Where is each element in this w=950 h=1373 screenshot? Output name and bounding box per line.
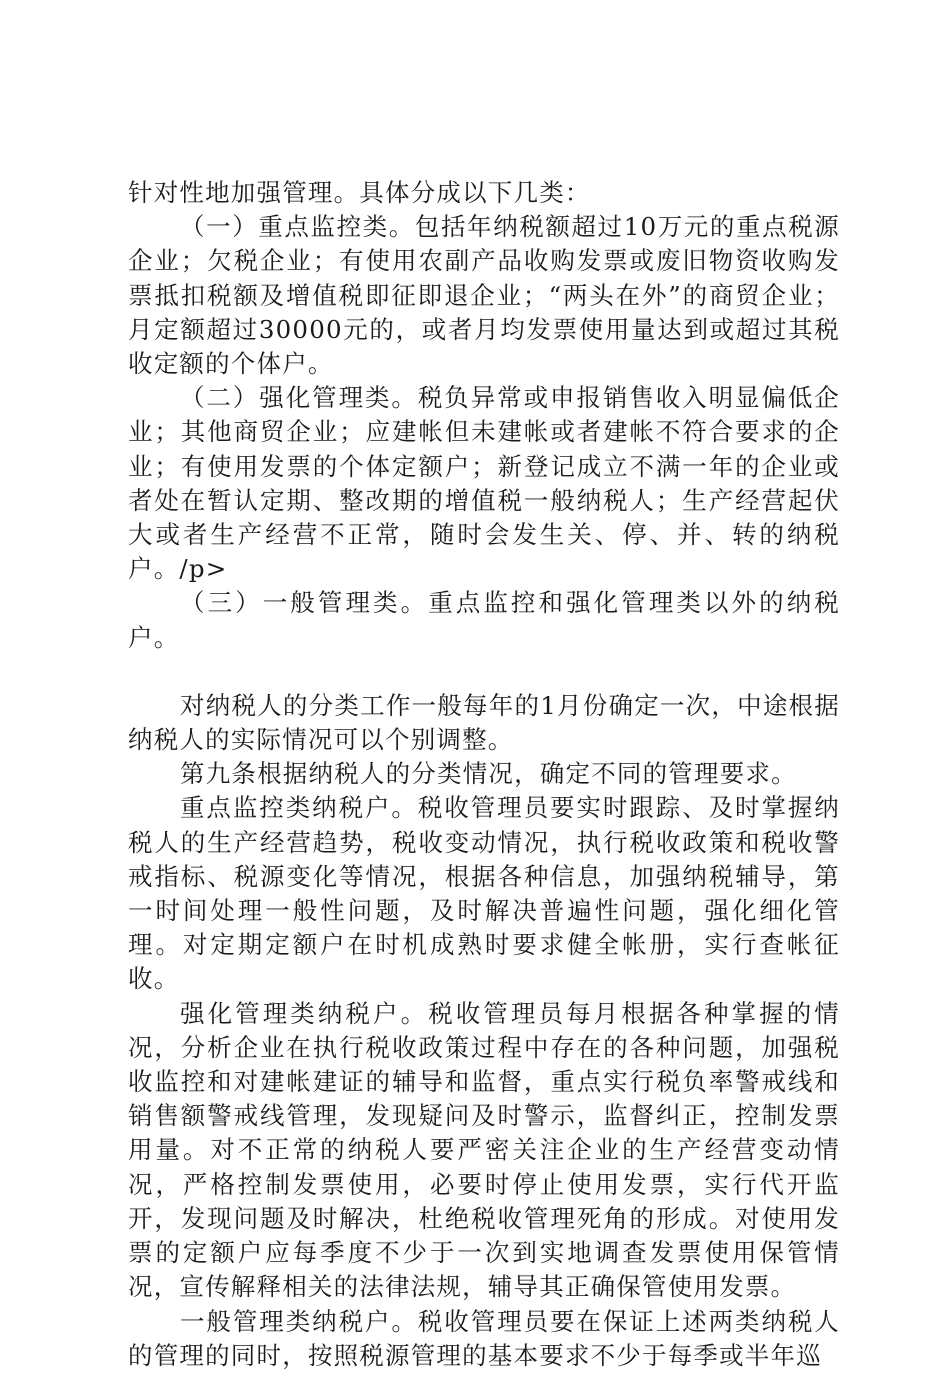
paragraph-key-monitoring-requirements: 重点监控类纳税户。税收管理员要实时跟踪、及时掌握纳税人的生产经营趋势，税收变动情况，执行税收政策和税收警戒指标、税源变化等情况，根据各种信息，加强纳税辅导，第一时间处理一般性问题，及时解决普遍性问题，强化细化管理。对定期定额户在时机成熟时要求健全帐册，实行查帐征收。 [128,793,840,994]
paragraph-strengthened-requirements: 强化管理类纳税户。税收管理员每月根据各种掌握的情况，分析企业在执行税收政策过程中存在的各种问题，加强税收监控和对建帐建证的辅导和监督，重点实行税负率警戒线和销售额警戒线管理，发现疑问及时警示，监督纠正，控制发票用量。对不正常的纳税人要严密关注企业的生产经营变动情况，严格控制发票使用，必要时停止使用发票，实行代开监开，发现问题及时解决，杜绝税收管理死角的形成。对使用发票的定额户应每季度不少于一次到实地调查发票使用保管情况，宣传解释相关的法律法规，辅导其正确保管使用发票。 [128,998,840,1302]
paragraph-intro: 针对性地加强管理。具体分成以下几类： [128,178,591,207]
paragraph-category-strengthened: （二）强化管理类。税负异常或申报销售收入明显偏低企业；其他商贸企业；应建帐但未建帐或者建帐不符合要求的企业；有使用发票的个体定额户；新登记成立不满一年的企业或者处在暂认定期、整改期的增值税一般纳税人；生产经营起伏大或者生产经营不正常，随时会发生关、停、并、转的纳税户。/p> [128,383,840,584]
paragraph-article-nine: 第九条根据纳税人的分类情况，确定不同的管理要求。 [180,759,797,789]
document-body [128,176,840,1373]
paragraph-category-key-monitoring: （一）重点监控类。包括年纳税额超过10万元的重点税源企业；欠税企业；有使用农副产品收购发票或废旧物资收购发票抵扣税额及增值税即征即退企业；“两头在外”的商贸企业；月定额超过30000元的，或者月均发票使用量达到或超过其税收定额的个体户。 [128,212,840,379]
paragraph-annual-classification: 对纳税人的分类工作一般每年的1月份确定一次，中途根据纳税人的实际情况可以个别调整。 [128,690,840,755]
paragraph-general-requirements: 一般管理类纳税户。税收管理员要在保证上述两类纳税人的管理的同时，按照税源管理的基本要求不少于每季或半年巡 [128,1306,840,1370]
paragraph-category-general: （三）一般管理类。重点监控和强化管理类以外的纳税户。 [128,588,840,652]
